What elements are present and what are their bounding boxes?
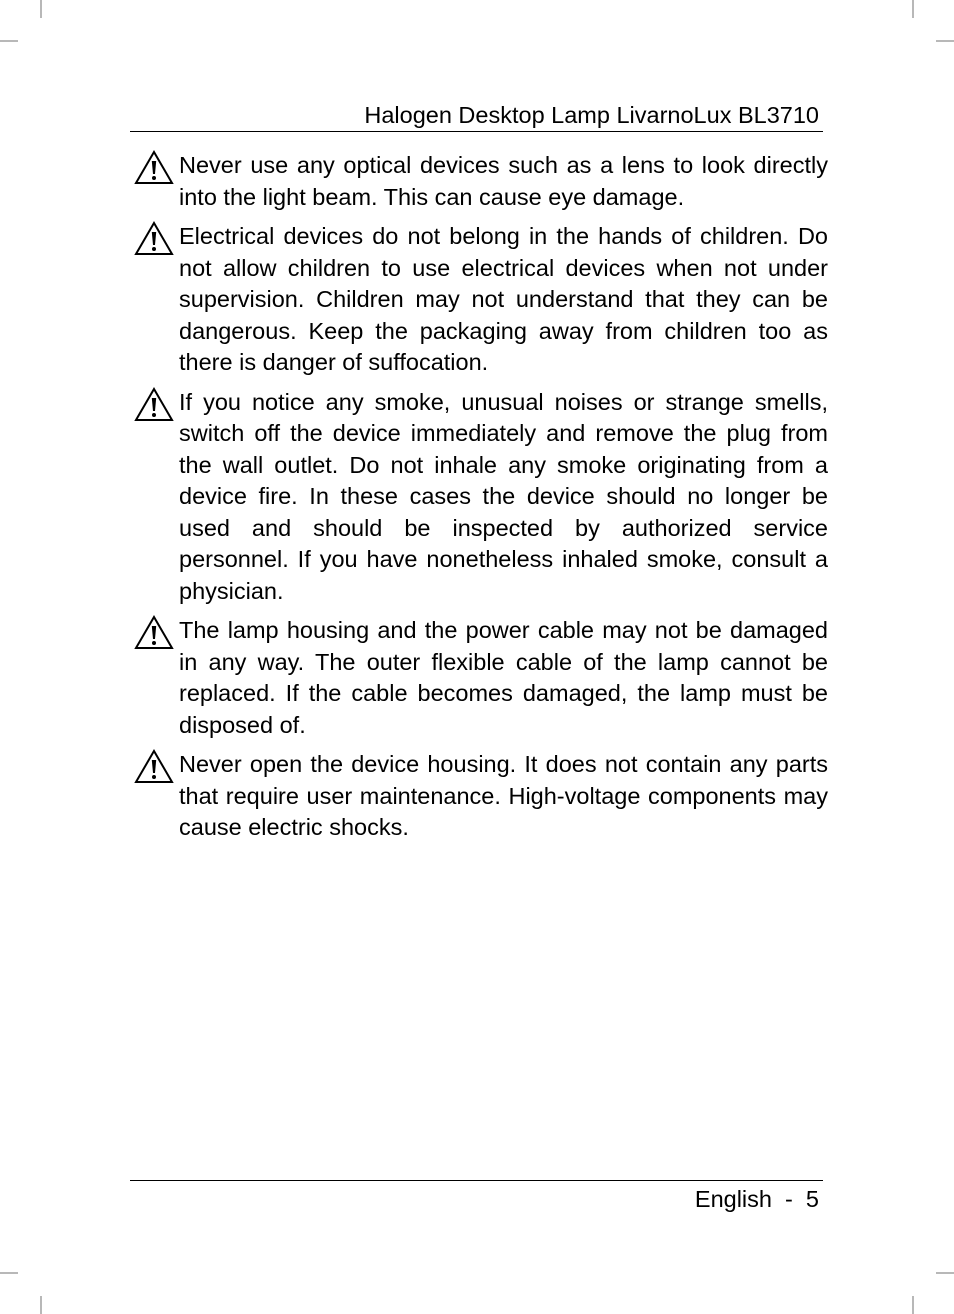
crop-mark-left-bottom <box>0 1272 18 1274</box>
warning-item <box>132 150 828 213</box>
warning-text: Never open the device housing. It does not contain any parts that require user maintenance. High-voltage components may cause electric shocks. <box>179 751 828 840</box>
warning-item <box>132 749 828 844</box>
warning-item <box>132 221 828 379</box>
warning-item <box>132 387 828 608</box>
page-footer <box>130 1184 819 1214</box>
crop-mark-right-top <box>936 40 954 42</box>
warning-text: The lamp housing and the power cable may not be damaged in any way. The outer flexible cable of the lamp cannot be replaced. If the cable becomes damaged, the lamp must be disposed of. <box>179 617 828 738</box>
crop-mark-bottom-right <box>912 1296 914 1314</box>
warning-item <box>132 615 828 741</box>
warning-triangle-icon <box>134 615 174 650</box>
footer-separator: - <box>785 1186 793 1212</box>
footer-rule <box>130 1180 823 1181</box>
warning-list <box>132 150 828 852</box>
warning-triangle-icon <box>134 150 174 185</box>
crop-mark-right-bottom <box>936 1272 954 1274</box>
warning-triangle-icon <box>134 387 174 422</box>
warning-triangle-icon <box>134 221 174 256</box>
crop-mark-bottom-left <box>40 1296 42 1314</box>
warning-text: If you notice any smoke, unusual noises or strange smells, switch off the device immediately and remove the plug from the wall outlet. Do not inhale any smoke originating from a device fire. In these cases the device should no longer be used and should be inspected by authorized service personnel. If you have nonetheless inhaled smoke, consult a physician. <box>179 388 828 604</box>
footer-language: English <box>694 1186 772 1212</box>
page-header-title: Halogen Desktop Lamp LivarnoLux BL3710 <box>364 102 819 128</box>
crop-mark-left-top <box>0 40 18 42</box>
crop-mark-top-right <box>912 0 914 18</box>
page-number: 5 <box>805 1186 819 1212</box>
crop-mark-top-left <box>40 0 42 18</box>
warning-text: Never use any optical devices such as a lens to look directly into the light beam. This can cause eye damage. <box>179 152 828 210</box>
warning-triangle-icon <box>134 749 174 784</box>
warning-text: Electrical devices do not belong in the hands of children. Do not allow children to use electrical devices when not under supervision. Children may not understand that they can be dangerous. Keep the packaging away from children too as there is danger of suffocation. <box>179 223 828 375</box>
header-rule <box>130 131 823 132</box>
